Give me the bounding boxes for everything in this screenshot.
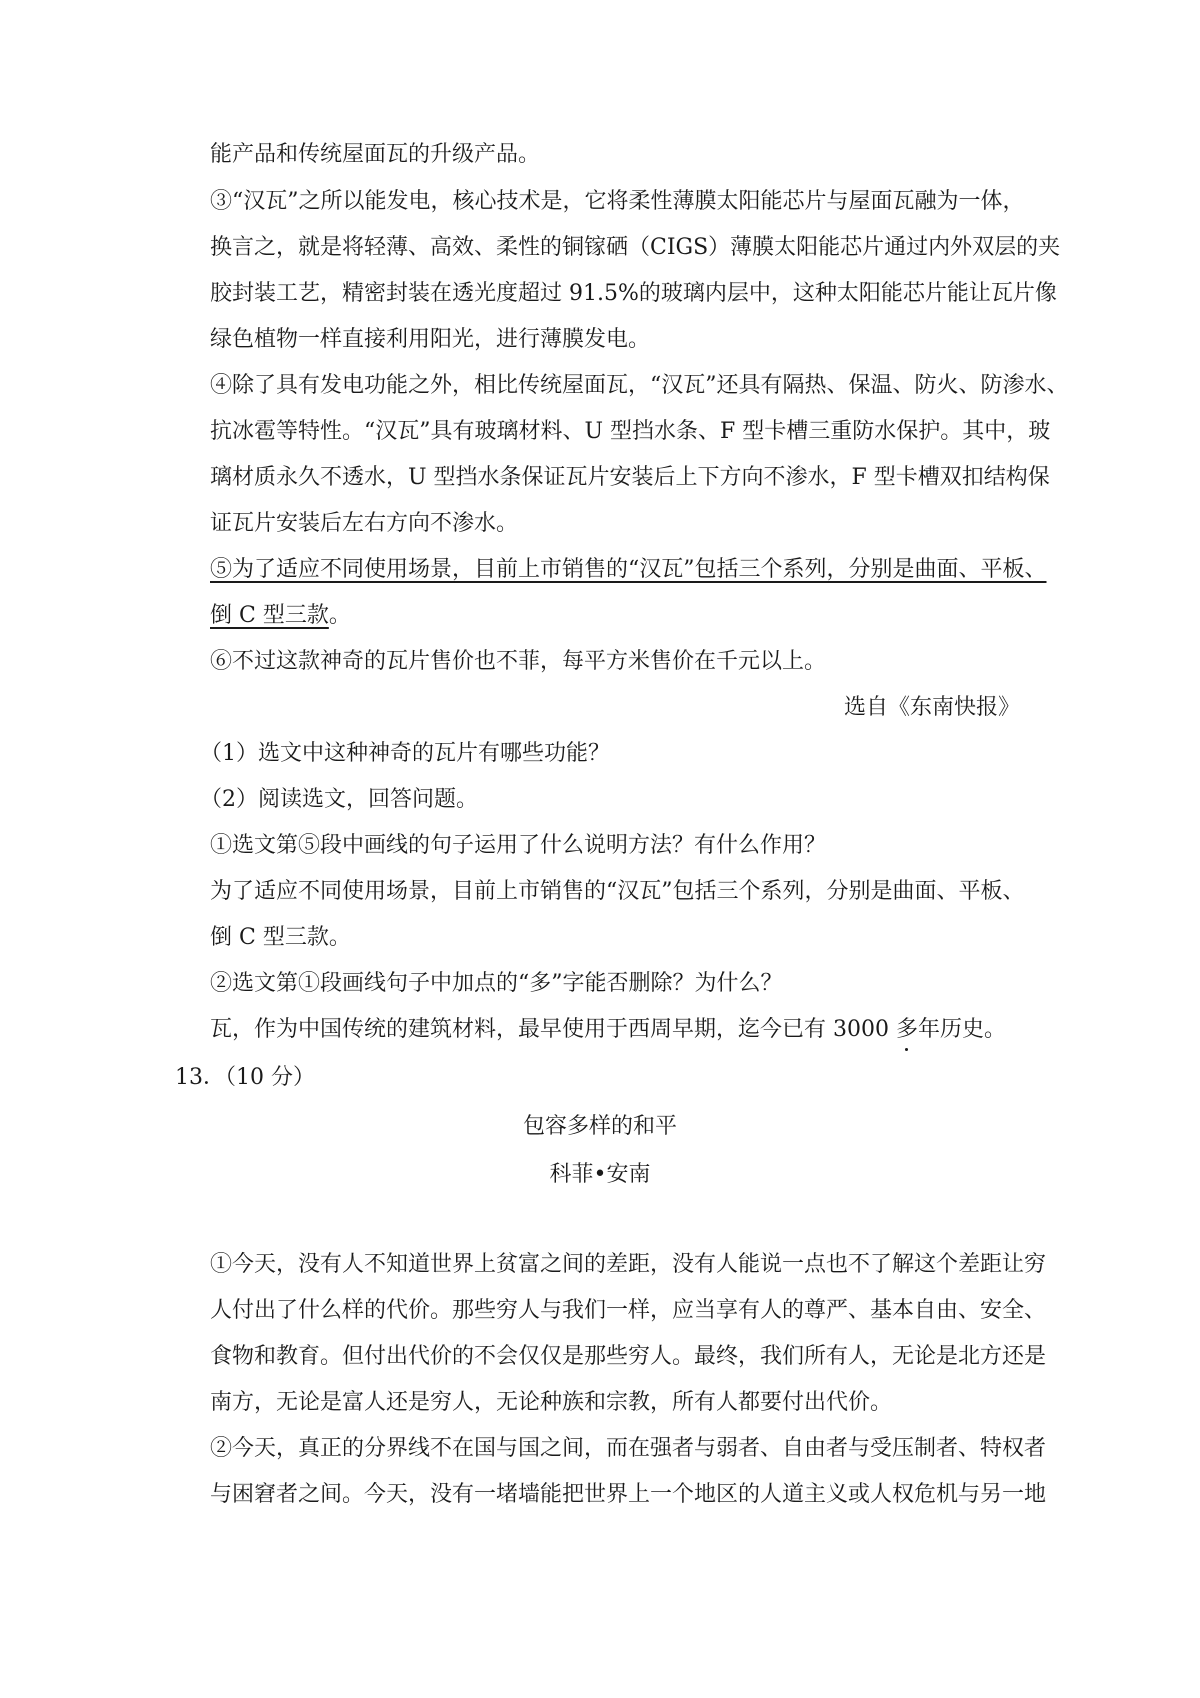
paragraph-4-line-2: 抗冰雹等特性。“汉瓦”具有玻璃材料、U 型挡水条、F 型卡槽三重防水保护。其中，玻: [210, 419, 1051, 444]
question-2-1: ①选文第⑤段中画线的句子运用了什么说明方法？有什么作用？: [210, 833, 827, 858]
question-2: （2）阅读选文，回答问题。: [200, 787, 478, 812]
article-title: 包容多样的和平: [522, 1114, 677, 1139]
article-paragraph-1-line-4: 南方，无论是富人还是穷人，无论种族和宗教，所有人都要付出代价。: [210, 1390, 893, 1415]
article-paragraph-2-line-1: ②今天，真正的分界线不在国与国之间，而在强者与弱者、自由者与受压制者、特权者: [210, 1436, 1047, 1461]
paragraph-5-underlined-line-1: ⑤为了适应不同使用场景，目前上市销售的“汉瓦”包括三个系列，分别是曲面、平板、: [210, 557, 1047, 582]
question-2-2-quote-before: 瓦，作为中国传统的建筑材料，最早使用于西周早期，迄今已有 3000: [210, 1017, 896, 1042]
article-paragraph-1-line-3: 食物和教育。但付出代价的不会仅仅是那些穷人。最终，我们所有人，无论是北方还是: [210, 1344, 1047, 1369]
question-2-2: ②选文第①段画线句子中加点的“多”字能否删除？为什么？: [210, 971, 783, 996]
paragraph-3-line-2: 换言之，就是将轻薄、高效、柔性的铜镓硒（CIGS）薄膜太阳能芯片通过内外双层的夹: [210, 235, 1061, 260]
article-paragraph-2-line-2: 与困窘者之间。今天，没有一堵墙能把世界上一个地区的人道主义或人权危机与另一地: [210, 1482, 1047, 1507]
paragraph-3-line-3: 胶封装工艺，精密封装在透光度超过 91.5%的玻璃内层中，这种太阳能芯片能让瓦片像: [210, 281, 1057, 306]
question-2-1-quote-line-1: 为了适应不同使用场景，目前上市销售的“汉瓦”包括三个系列，分别是曲面、平板、: [210, 879, 1025, 904]
question-2-2-quote: [210, 1015, 1006, 1045]
paragraph-4-line-1: ④除了具有发电功能之外，相比传统屋面瓦，“汉瓦”还具有隔热、保温、防火、防渗水、: [210, 373, 1069, 398]
paragraph-5-line-2: [210, 601, 351, 631]
paragraph-3-line-1: ③“汉瓦”之所以能发电，核心技术是，它将柔性薄膜太阳能芯片与屋面瓦融为一体，: [210, 189, 1025, 214]
paragraph-2-tail: 能产品和传统屋面瓦的升级产品。: [210, 142, 541, 167]
question-13-number: 13．（10 分）: [175, 1065, 315, 1090]
paragraph-6: ⑥不过这款神奇的瓦片售价也不菲，每平方米售价在千元以上。: [210, 649, 827, 674]
article-paragraph-1-line-2: 人付出了什么样的代价。那些穷人与我们一样，应当享有人的尊严、基本自由、安全、: [210, 1298, 1047, 1323]
paragraph-4-line-4: 证瓦片安装后左右方向不渗水。: [210, 511, 519, 536]
question-2-2-quote-after: 年历史。: [918, 1017, 1007, 1042]
paragraph-3-line-4: 绿色植物一样直接利用阳光，进行薄膜发电。: [210, 327, 651, 352]
source-citation: 选自《东南快报》: [843, 695, 1020, 720]
question-2-1-quote-line-2: 倒 C 型三款。: [210, 925, 351, 950]
question-1: （1）选文中这种神奇的瓦片有哪些功能？: [200, 741, 610, 766]
article-author: 科菲•安南: [549, 1162, 651, 1187]
dotted-character: 多: [896, 1015, 918, 1045]
article-paragraph-1-line-1: ①今天，没有人不知道世界上贫富之间的差距，没有人能说一点也不了解这个差距让穷: [210, 1252, 1047, 1277]
paragraph-5-underlined-line-2: 倒 C 型三款: [210, 603, 329, 628]
paragraph-5-period: 。: [328, 603, 351, 628]
paragraph-4-line-3: 璃材质永久不透水，U 型挡水条保证瓦片安装后上下方向不渗水，F 型卡槽双扣结构保: [210, 465, 1050, 490]
